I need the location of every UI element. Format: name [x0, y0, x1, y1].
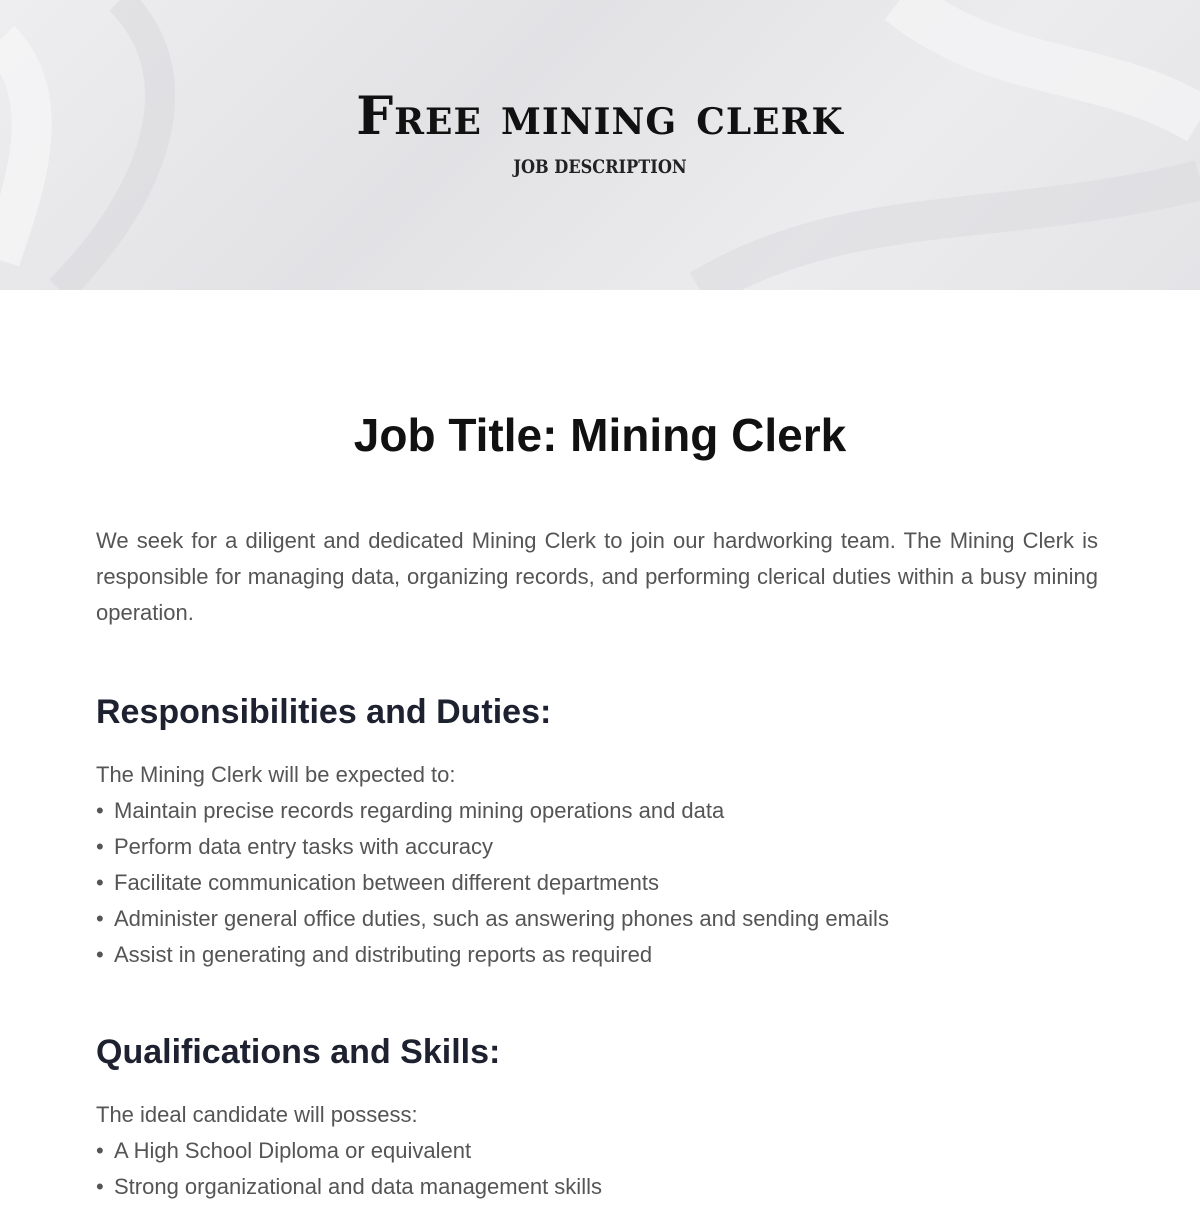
intro-paragraph: We seek for a diligent and dedicated Mining Clerk to join our hardworking team. The Mining Clerk is responsible for managing data, organizing records, and performing clerical duties within a busy mining operation.: [96, 528, 1098, 625]
responsibilities-list: [96, 757, 889, 973]
list-item: • Assist in generating and distributing reports as required: [96, 942, 653, 967]
list-item: • Facilitate communication between different departments: [96, 870, 659, 895]
list-item: • Perform data entry tasks with accuracy: [96, 834, 494, 859]
responsibilities-heading: Responsibilities and Duties:: [96, 693, 552, 731]
list-lead: The ideal candidate will possess:: [96, 1102, 418, 1127]
list-item: • Administer general office duties, such as answering phones and sending emails: [96, 906, 889, 931]
list-item: • A High School Diploma or equivalent: [96, 1138, 472, 1163]
list-lead: The Mining Clerk will be expected to:: [96, 762, 456, 787]
header-banner: [0, 0, 1200, 290]
qualifications-heading: Qualifications and Skills:: [96, 1033, 501, 1071]
list-item: • Maintain precise records regarding mining operations and data: [96, 798, 725, 823]
list-item: • Strong organizational and data management skills: [96, 1174, 602, 1199]
document-subtitle: JOB DESCRIPTION: [513, 156, 687, 178]
document-title: Free mining clerk: [356, 86, 844, 147]
job-title-heading: Job Title: Mining Clerk: [353, 409, 847, 461]
qualifications-list: [96, 1097, 602, 1205]
